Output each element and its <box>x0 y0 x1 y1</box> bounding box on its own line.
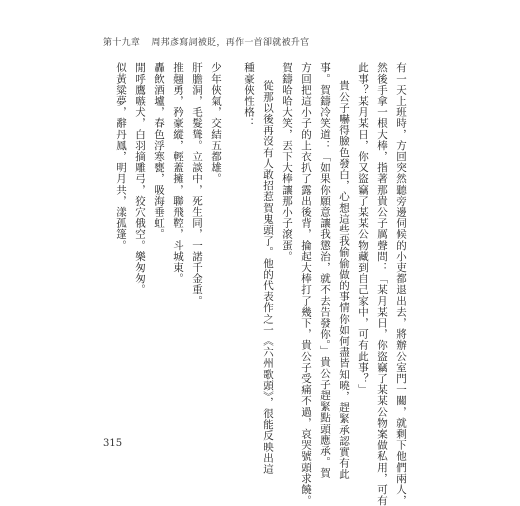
prose-column: 種豪俠性格： <box>243 62 255 129</box>
page-number: 315 <box>103 438 123 449</box>
poem-line: 推翹勇，矜豪縱，輕蓋擁，聯飛鞚，斗城東。 <box>172 62 184 284</box>
prose-column: 賀鑄哈哈大笑，丟下大棒讓那小子滾蛋。 <box>281 62 293 262</box>
poem-line: 閒呼鷹嗾犬，白羽摘雕弓，狡穴俄空。樂匆匆。 <box>134 62 146 296</box>
prose-column: 事。賀鑄冷笑道：「如果你願意讓我懲治，就不去告發你。」貴公子趕緊點頭應承。賀 <box>319 62 331 479</box>
chapter-title: 周邦彥寫詞被貶，再作一首卻就被升官 <box>151 38 310 48</box>
prose-column: 方回把這小子的上衣扒了露出後背，掄起大棒打了幾下，貴公子受痛不過，哀哭號頭求饒。 <box>300 62 312 506</box>
poem-line: 肝膽洞，毛髮聳。立談中，死生同，一諾千金重。 <box>191 62 203 307</box>
chapter-label: 第十九章 <box>103 38 141 48</box>
poem-line: 轟飲酒壚，春色浮寒甕，吸海垂虹。 <box>153 62 165 240</box>
prose-column: 有一天上班時，方回突然聽旁邊伺候的小吏都退出去，將辦公室門一關，就剩下他們兩人， <box>395 62 407 506</box>
poem-line: 似黃粱夢，辭丹鳳，明月共，漾孤篷。 <box>115 62 127 251</box>
prose-column: 然後手拿一根大棒，指著那貴公子厲聲問：「某月某日，你盜竊了某某公物案做私用，可有 <box>376 62 388 506</box>
running-header <box>103 35 309 48</box>
poem-line: 少年俠氣，交結五都雄。 <box>210 62 222 185</box>
prose-column: 此事？某月某日，你又盜竊了某某公物藏到自己家中，可有此事？」 <box>357 62 369 395</box>
prose-column: 貴公子嚇得臉色發白，心想這些我偷偷做的事情你如何盡皆知曉，趕緊承認實有此 <box>338 80 350 480</box>
prose-column: 從那以後再沒有人敢招惹賀鬼頭了。他的代表作之一《六州歌頭》，很能反映出這 <box>262 80 274 475</box>
